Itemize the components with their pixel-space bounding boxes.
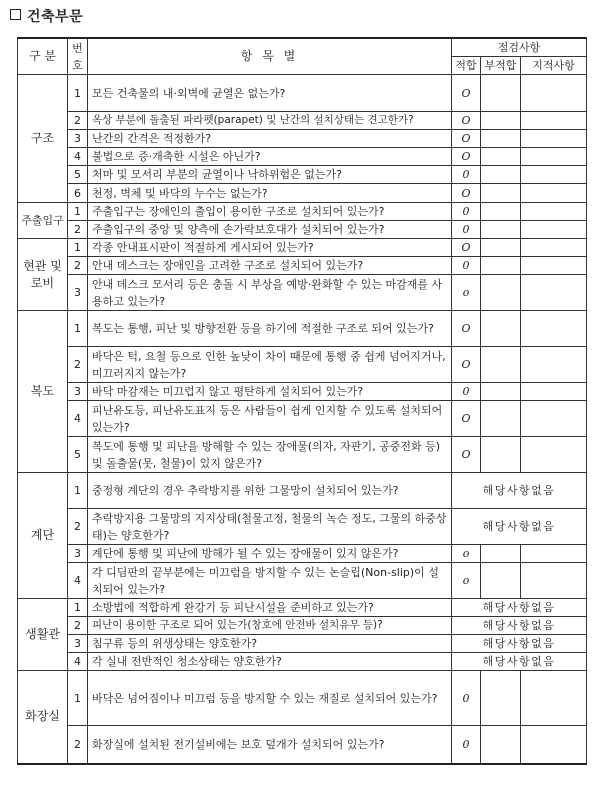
category-corridor: 복도 xyxy=(18,311,68,473)
item-text: 피난이 용이한 구조로 되어 있는가(창호에 안전바 설치유무 등)? xyxy=(88,617,452,635)
mark-not-ok xyxy=(481,166,521,184)
table-row xyxy=(18,239,587,257)
row-number: 1 xyxy=(68,599,88,617)
mark-not-ok xyxy=(481,257,521,275)
mark-ok: O xyxy=(452,437,481,473)
mark-ok: O xyxy=(452,239,481,257)
remarks-cell xyxy=(521,437,587,473)
mark-ok: O xyxy=(452,75,481,112)
item-text: 중정형 계단의 경우 추락방지를 위한 그물망이 설치되어 있는가? xyxy=(88,473,452,509)
table-row xyxy=(18,545,587,563)
category-toilet: 화장실 xyxy=(18,671,68,764)
remarks-cell xyxy=(521,184,587,203)
mark-ok: 0 xyxy=(452,221,481,239)
table-row xyxy=(18,311,587,347)
mark-not-ok xyxy=(481,75,521,112)
mark-not-ok xyxy=(481,401,521,437)
not-applicable-cell: 해당사항없음 xyxy=(452,617,587,635)
item-text: 각 디딤판의 끝부분에는 미끄럼을 방지할 수 있는 논슬립(Non-slip)이 설치되어 있는가? xyxy=(88,563,452,599)
remarks-cell xyxy=(521,221,587,239)
mark-ok: o xyxy=(452,563,481,599)
mark-ok: 0 xyxy=(452,203,481,221)
mark-not-ok xyxy=(481,563,521,599)
item-text: 복도에 통행 및 피난을 방해할 수 있는 장애물(의자, 자판기, 공중전화 등) 및 돌출물(못, 철물)이 있지 않은가? xyxy=(88,437,452,473)
remarks-cell xyxy=(521,112,587,130)
header-number: 번 호 xyxy=(68,38,88,75)
header-not-ok: 부적합 xyxy=(481,57,521,75)
mark-ok: o xyxy=(452,545,481,563)
mark-ok: 0 xyxy=(452,671,481,726)
item-text: 바닥은 턱, 요철 등으로 인한 높낮이 차이 때문에 통행 중 쉽게 넘어지거나, 미끄러지지 않는가? xyxy=(88,347,452,383)
row-number: 2 xyxy=(68,726,88,764)
remarks-cell xyxy=(521,671,587,726)
item-text: 각종 안내표시판이 적절하게 게시되어 있는가? xyxy=(88,239,452,257)
remarks-cell xyxy=(521,130,587,148)
mark-not-ok xyxy=(481,347,521,383)
item-text: 옥상 부분에 돌출된 파라펫(parapet) 및 난간의 설치상태는 견고한가? xyxy=(88,112,452,130)
row-number: 3 xyxy=(68,545,88,563)
item-text: 바닥은 넘어짐이나 미끄럼 등을 방지할 수 있는 재질로 설치되어 있는가? xyxy=(88,671,452,726)
category-entrance: 주출입구 xyxy=(18,203,68,239)
item-text: 모든 건축물의 내·외벽에 균열은 없는가? xyxy=(88,75,452,112)
inspection-checklist-table xyxy=(17,37,587,765)
section-heading xyxy=(10,6,83,26)
item-text: 난간의 간격은 적정한가? xyxy=(88,130,452,148)
row-number: 2 xyxy=(68,509,88,545)
remarks-cell xyxy=(521,311,587,347)
table-row xyxy=(18,221,587,239)
remarks-cell xyxy=(521,545,587,563)
mark-ok: 0 xyxy=(452,257,481,275)
mark-ok: O xyxy=(452,148,481,166)
row-number: 3 xyxy=(68,130,88,148)
mark-ok: O xyxy=(452,311,481,347)
table-row xyxy=(18,112,587,130)
row-number: 4 xyxy=(68,563,88,599)
row-number: 4 xyxy=(68,148,88,166)
mark-ok: 0 xyxy=(452,726,481,764)
mark-ok: O xyxy=(452,184,481,203)
table-row xyxy=(18,509,587,545)
not-applicable-cell: 해당사항없음 xyxy=(452,599,587,617)
row-number: 1 xyxy=(68,203,88,221)
row-number: 4 xyxy=(68,401,88,437)
table-row xyxy=(18,75,587,112)
table-row xyxy=(18,203,587,221)
not-applicable-cell: 해당사항없음 xyxy=(452,653,587,671)
item-text: 각 실내 전반적인 청소상태는 양호한가? xyxy=(88,653,452,671)
mark-not-ok xyxy=(481,112,521,130)
row-number: 1 xyxy=(68,75,88,112)
table-row xyxy=(18,347,587,383)
mark-not-ok xyxy=(481,726,521,764)
remarks-cell xyxy=(521,239,587,257)
item-text: 안내 데스크는 장애인을 고려한 구조로 설치되어 있는가? xyxy=(88,257,452,275)
mark-not-ok xyxy=(481,239,521,257)
item-text: 천정, 벽체 및 바닥의 누수는 없는가? xyxy=(88,184,452,203)
mark-not-ok xyxy=(481,130,521,148)
mark-not-ok xyxy=(481,275,521,311)
header-remarks: 지적사항 xyxy=(521,57,587,75)
row-number: 2 xyxy=(68,617,88,635)
remarks-cell xyxy=(521,275,587,311)
item-text: 안내 데스크 모서리 등은 충돌 시 부상을 예방·완화할 수 있는 마감재를 사용하고 있는가? xyxy=(88,275,452,311)
mark-not-ok xyxy=(481,311,521,347)
category-structure: 구조 xyxy=(18,75,68,203)
row-number: 1 xyxy=(68,473,88,509)
item-text: 처마 및 모서리 부분의 균열이나 낙하위험은 없는가? xyxy=(88,166,452,184)
category-living: 생활관 xyxy=(18,599,68,671)
remarks-cell xyxy=(521,75,587,112)
mark-not-ok xyxy=(481,203,521,221)
item-text: 침구류 등의 위생상태는 양호한가? xyxy=(88,635,452,653)
table-row xyxy=(18,166,587,184)
not-applicable-cell: 해당사항없음 xyxy=(452,473,587,509)
remarks-cell xyxy=(521,257,587,275)
row-number: 2 xyxy=(68,112,88,130)
row-number: 5 xyxy=(68,437,88,473)
item-text: 주출입구의 중앙 및 양측에 손가락보호대가 설치되어 있는가? xyxy=(88,221,452,239)
table-row xyxy=(18,617,587,635)
table-row xyxy=(18,401,587,437)
item-text: 바닥 마감재는 미끄럽지 않고 평탄하게 설치되어 있는가? xyxy=(88,383,452,401)
remarks-cell xyxy=(521,148,587,166)
row-number: 3 xyxy=(68,383,88,401)
item-text: 주출입구는 장애인의 출입이 용이한 구조로 설치되어 있는가? xyxy=(88,203,452,221)
mark-not-ok xyxy=(481,148,521,166)
mark-ok: O xyxy=(452,401,481,437)
table-row xyxy=(18,383,587,401)
row-number: 2 xyxy=(68,347,88,383)
header-ok: 적합 xyxy=(452,57,481,75)
row-number: 2 xyxy=(68,221,88,239)
table-row xyxy=(18,726,587,764)
table-row xyxy=(18,257,587,275)
mark-not-ok xyxy=(481,437,521,473)
item-text: 화장실에 설치된 전기설비에는 보호 덮개가 설치되어 있는가? xyxy=(88,726,452,764)
mark-not-ok xyxy=(481,221,521,239)
table-row xyxy=(18,563,587,599)
header-item: 항 목 별 xyxy=(88,38,452,75)
remarks-cell xyxy=(521,383,587,401)
mark-ok: o xyxy=(452,275,481,311)
item-text: 불법으로 증·개축한 시설은 아닌가? xyxy=(88,148,452,166)
remarks-cell xyxy=(521,347,587,383)
table-row xyxy=(18,599,587,617)
row-number: 6 xyxy=(68,184,88,203)
remarks-cell xyxy=(521,401,587,437)
row-number: 1 xyxy=(68,671,88,726)
item-text: 피난유도등, 피난유도표지 등은 사람들이 쉽게 인지할 수 있도록 설치되어 있는가? xyxy=(88,401,452,437)
table-row xyxy=(18,653,587,671)
item-text: 복도는 통행, 피난 및 방향전환 등을 하기에 적절한 구조로 되어 있는가? xyxy=(88,311,452,347)
mark-ok: O xyxy=(452,130,481,148)
table-row xyxy=(18,130,587,148)
checkbox-square-icon xyxy=(10,9,21,20)
row-number: 3 xyxy=(68,635,88,653)
mark-not-ok xyxy=(481,184,521,203)
mark-ok: O xyxy=(452,112,481,130)
mark-ok: O xyxy=(452,347,481,383)
section-title: 건축부문 xyxy=(27,9,84,25)
row-number: 4 xyxy=(68,653,88,671)
mark-not-ok xyxy=(481,545,521,563)
mark-ok: 0 xyxy=(452,166,481,184)
remarks-cell xyxy=(521,166,587,184)
mark-ok: 0 xyxy=(452,383,481,401)
table-row xyxy=(18,184,587,203)
table-row xyxy=(18,275,587,311)
table-row xyxy=(18,671,587,726)
remarks-cell xyxy=(521,726,587,764)
item-text: 계단에 통행 및 피난에 방해가 될 수 있는 장애물이 있지 않은가? xyxy=(88,545,452,563)
row-number: 3 xyxy=(68,275,88,311)
remarks-cell xyxy=(521,203,587,221)
table-row xyxy=(18,437,587,473)
row-number: 1 xyxy=(68,239,88,257)
remarks-cell xyxy=(521,563,587,599)
table-row xyxy=(18,473,587,509)
category-lobby: 현관 및 로비 xyxy=(18,239,68,311)
row-number: 2 xyxy=(68,257,88,275)
item-text: 추락방지용 그물망의 지지상태(철물고정, 철물의 녹슨 정도, 그물의 하중상태)는 양호한가? xyxy=(88,509,452,545)
not-applicable-cell: 해당사항없음 xyxy=(452,509,587,545)
row-number: 1 xyxy=(68,311,88,347)
category-stairs: 계단 xyxy=(18,473,68,599)
not-applicable-cell: 해당사항없음 xyxy=(452,635,587,653)
header-inspection-group: 점검사항 xyxy=(452,38,587,57)
item-text: 소방법에 적합하게 완강기 등 피난시설을 준비하고 있는가? xyxy=(88,599,452,617)
mark-not-ok xyxy=(481,383,521,401)
mark-not-ok xyxy=(481,671,521,726)
row-number: 5 xyxy=(68,166,88,184)
header-category: 구 분 xyxy=(18,38,68,75)
table-row xyxy=(18,148,587,166)
table-row xyxy=(18,635,587,653)
